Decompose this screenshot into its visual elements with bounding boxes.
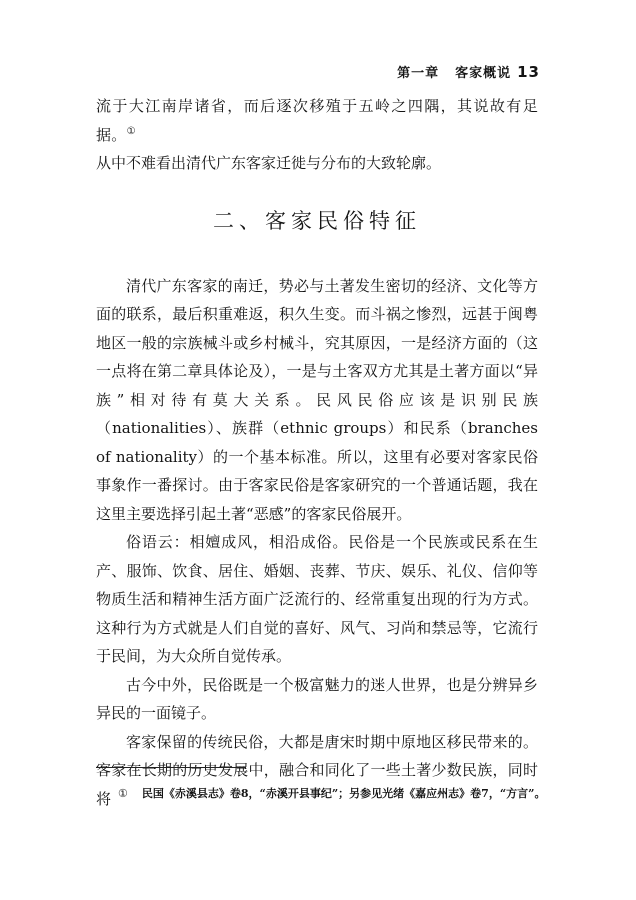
footnote-divider: [96, 767, 246, 768]
chapter-title: 客家概说: [455, 66, 512, 81]
paragraph-definition: 俗语云：相嬗成风，相沿成俗。民俗是一个民族或民系在生产、服饰、饮食、居住、婚姻、丧葬、节庆、娱乐、礼仪、信仰等物质生活和精神生活方面广泛流行的、经常重复出现的行为方式。这种行为方式就是人们自觉的喜好、风气、习尚和禁忌等，它流行于民间，为大众所自觉传承。: [96, 533, 538, 665]
paragraph-tradition: 客家保留的传统民俗，大都是唐宋时期中原地区移民带来的。客家在长期的历史发展中，融合和同化了一些土著少数民族，同时将: [96, 732, 538, 808]
footnote-reference: ①: [126, 125, 136, 137]
paragraph-continued: [96, 92, 538, 149]
paragraph-summary: 从中不难看出清代广东客家迁徙与分布的大致轮廓。: [96, 154, 442, 172]
body-text: [96, 92, 538, 813]
footnote-text: 民国《赤溪县志》卷8，“赤溪开县事纪”；另参见光绪《嘉应州志》卷7，“方言”。: [141, 787, 546, 800]
footnote-mark: ①: [118, 787, 128, 800]
paragraph-mirror: 古今中外，民俗既是一个极富魅力的迷人世界，也是分辨异乡异民的一面镜子。: [96, 675, 538, 722]
page-number: 13: [517, 63, 540, 81]
paragraph-continued-text: 流于大江南岸诸省，而后逐次移殖于五岭之四隅，其说故有足据。: [96, 97, 538, 144]
running-header: [397, 62, 540, 81]
footnote: [118, 786, 548, 802]
paragraph-intro: 清代广东客家的南迁，势必与土著发生密切的经济、文化等方面的联系，最后积重难返，积久生变。而斗祸之惨烈，远甚于闽粤地区一般的宗族械斗或乡村械斗，究其原因，一是经济方面的（这一点将在第二章具体论及），一是与土客双方尤其是土著方面以“异族”相对待有莫大关系。民风民俗应该是识别民族（nationalities）、族群（ethnic groups）和民系（branches of nationality）的一个基本标准。所以，这里有必要对客家民俗事象作一番探讨。由于客家民俗是客家研究的一个普通话题，我在这里主要选择引起土著“恶感”的客家民俗展开。: [96, 276, 538, 523]
chapter-label: 第一章: [397, 66, 440, 81]
section-heading: 二、客家民俗特征: [213, 208, 421, 233]
